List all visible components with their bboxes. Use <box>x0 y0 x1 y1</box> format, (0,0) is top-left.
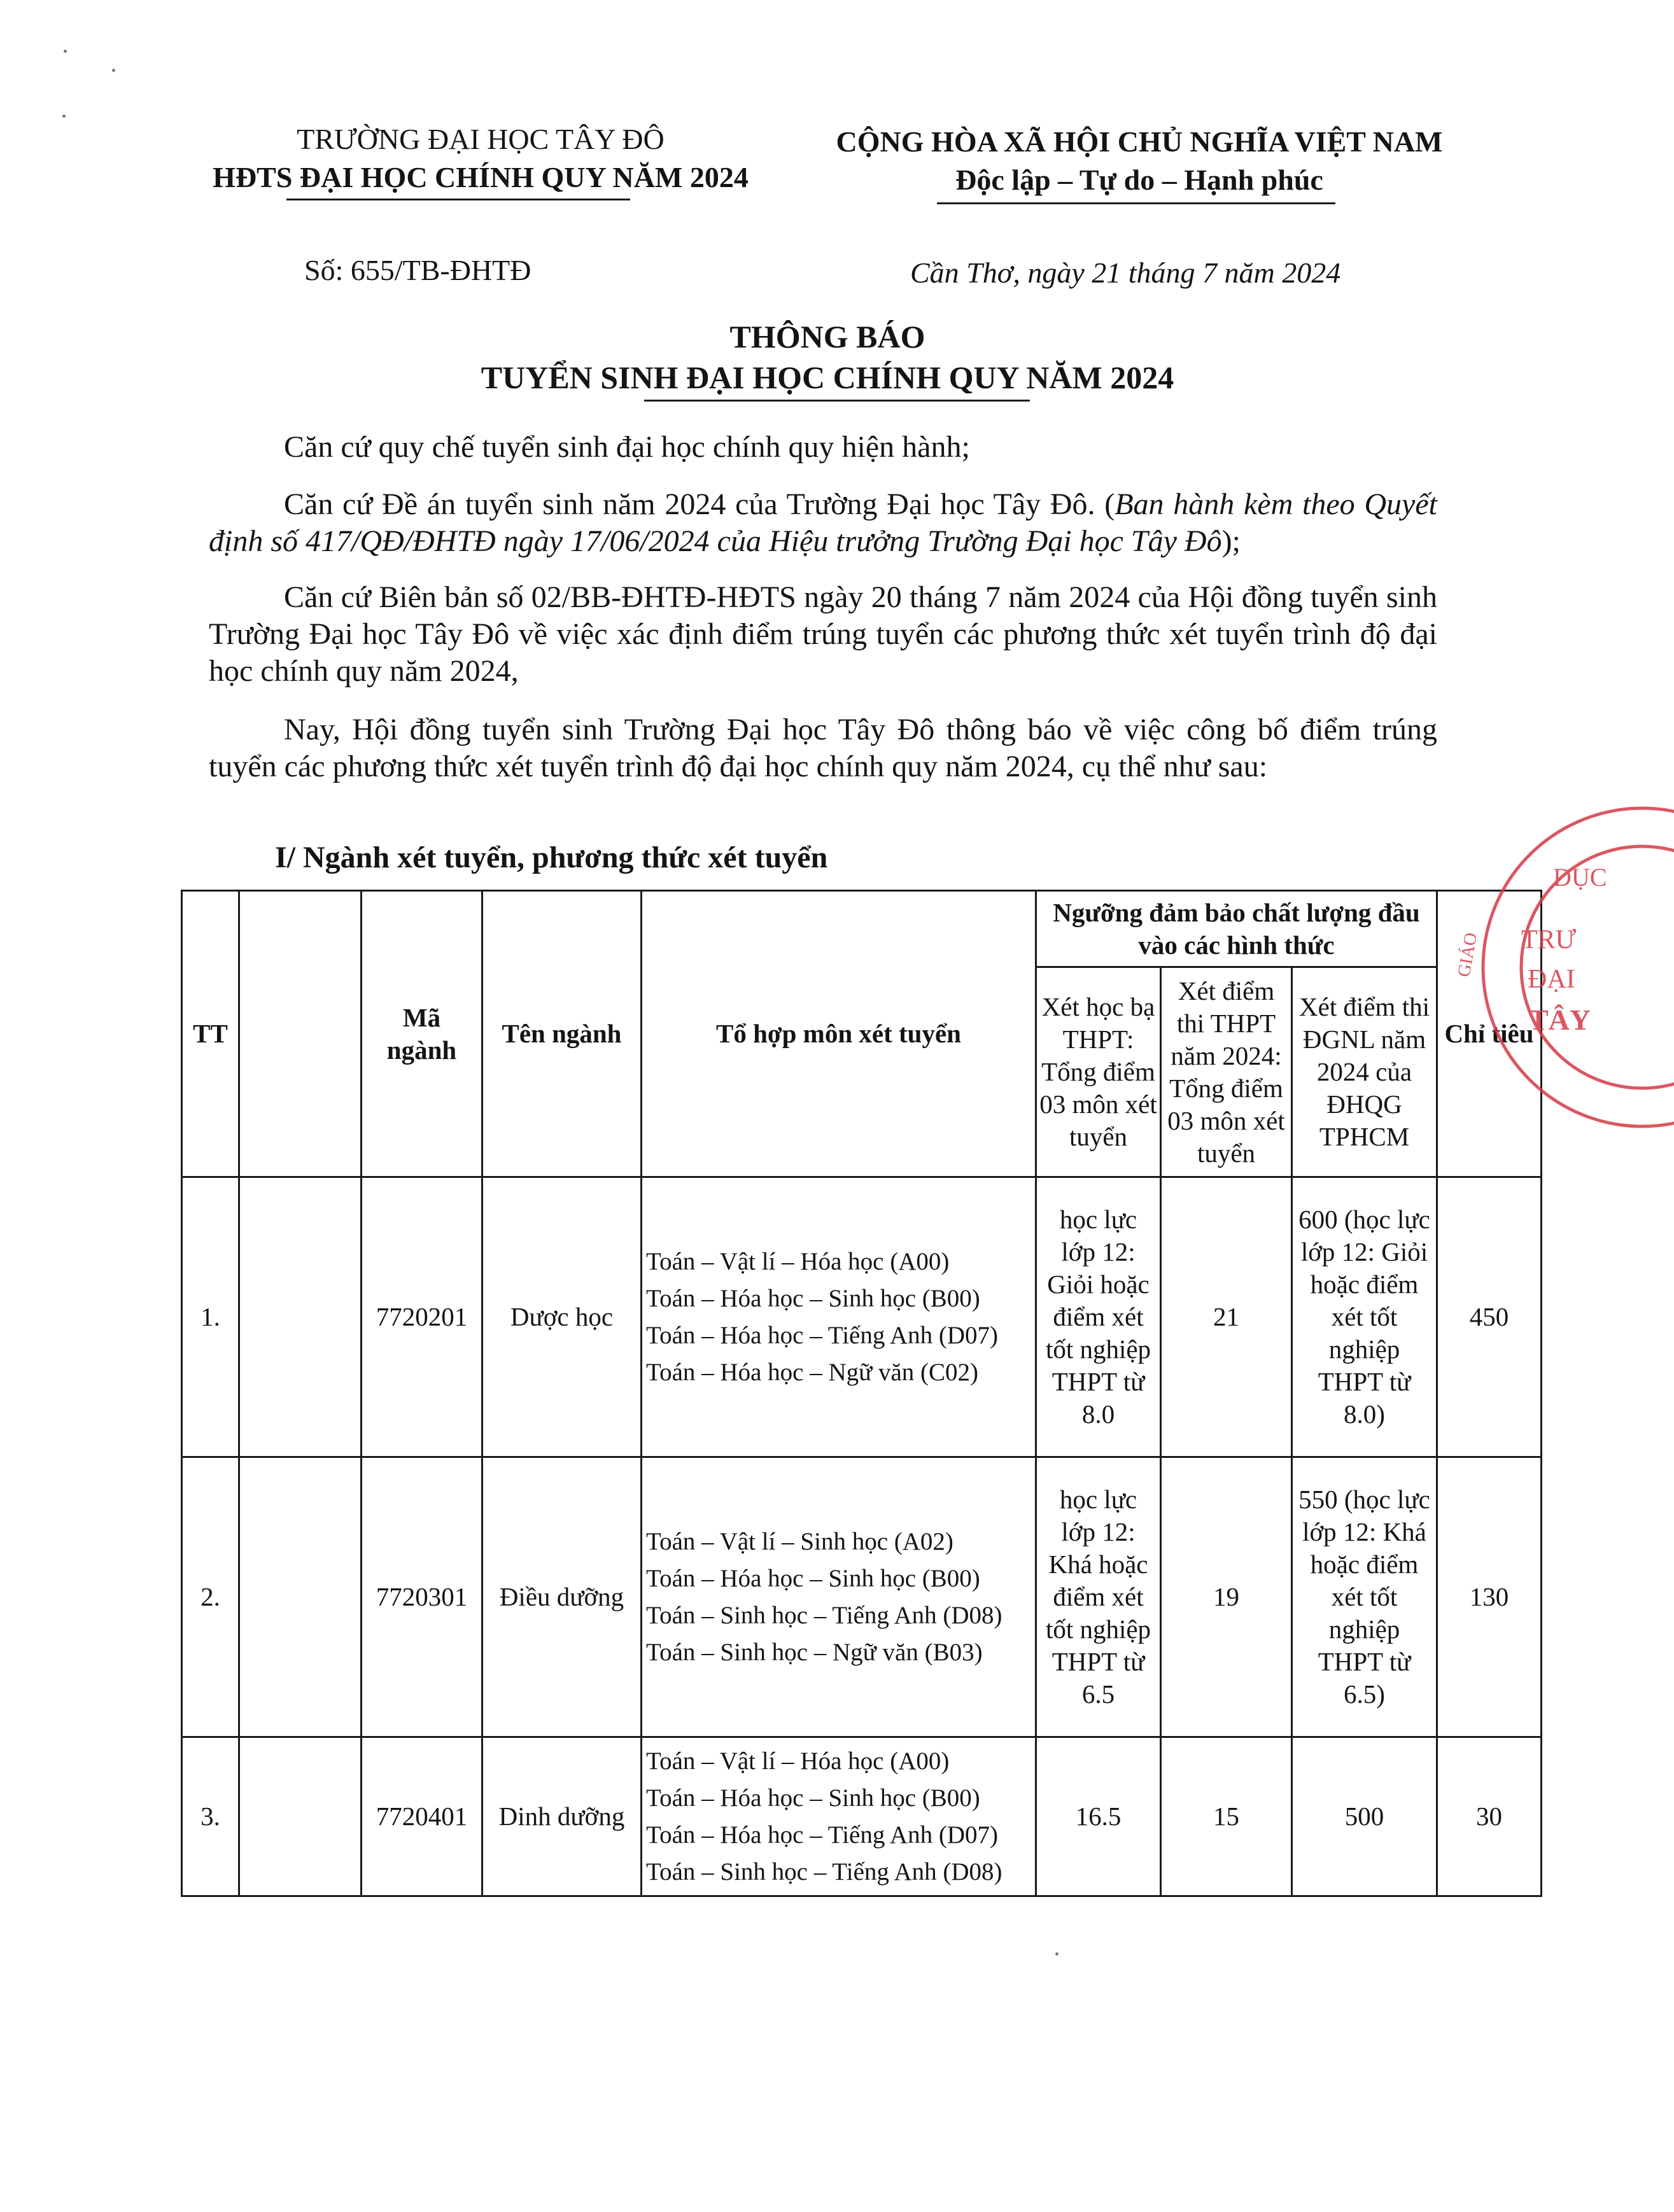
row-dgnl-threshold: 500 <box>1292 1737 1437 1896</box>
row-tt: 2. <box>182 1457 239 1737</box>
row-code: 7720301 <box>362 1457 482 1737</box>
seal-text-mid3: TÂY <box>1529 1004 1591 1036</box>
seal-text-top: DỤC <box>1553 863 1607 892</box>
header-threshold-group: Ngưỡng đảm bảo chất lượng đầu vào các hình thức <box>1036 891 1437 967</box>
header-name: Tên ngành <box>482 891 642 1177</box>
combo-item: Toán – Sinh học – Ngữ văn (B03) <box>646 1638 983 1666</box>
official-seal-stamp <box>1454 846 1674 1126</box>
row-code: 7720401 <box>362 1737 482 1896</box>
scan-speck <box>64 50 67 53</box>
paragraph-regulation: Căn cứ quy chế tuyển sinh đại học chính quy hiện hành; <box>284 430 970 464</box>
notice-subtitle: TUYỂN SINH ĐẠI HỌC CHÍNH QUY NĂM 2024 <box>481 360 1174 395</box>
combo-item: Toán – Hóa học – Sinh học (B00) <box>646 1284 980 1312</box>
row-transcript-threshold: 16.5 <box>1036 1737 1161 1896</box>
row-transcript-threshold: học lực lớp 12: Khá hoặc điểm xét tốt nghiệp THPT từ 6.5 <box>1036 1457 1161 1737</box>
row-combos <box>642 1457 1036 1737</box>
row-name: Dược học <box>482 1177 642 1457</box>
combo-item: Toán – Hóa học – Tiếng Anh (D07) <box>646 1821 998 1849</box>
council-name: HĐTS ĐẠI HỌC CHÍNH QUY NĂM 2024 <box>213 161 749 193</box>
row-blank <box>239 1177 362 1457</box>
admission-table <box>181 890 1542 1897</box>
table-header-row <box>182 891 1542 967</box>
row-quota: 130 <box>1437 1457 1542 1737</box>
row-quota: 30 <box>1437 1737 1542 1896</box>
council-underline <box>286 199 630 200</box>
seal-outer-ring <box>1483 808 1674 1126</box>
header-quota: Chỉ tiêu <box>1437 891 1542 1177</box>
table-row <box>182 1457 1542 1737</box>
table-row <box>182 1177 1542 1457</box>
row-exam-threshold: 19 <box>1161 1457 1292 1737</box>
plan-text: Căn cứ Đề án tuyển sinh năm 2024 của Trường Đại học Tây Đô. ( <box>284 487 1115 521</box>
header-tt: TT <box>182 891 239 1177</box>
combo-item: Toán – Hóa học – Ngữ văn (C02) <box>646 1358 979 1386</box>
combo-item: Toán – Hóa học – Sinh học (B00) <box>646 1564 980 1592</box>
row-tt: 3. <box>182 1737 239 1896</box>
seal-text-mid1: TRƯ <box>1521 925 1577 955</box>
section-heading: I/ Ngành xét tuyển, phương thức xét tuyển <box>275 841 828 874</box>
plan-decision-ref: Ban hành kèm theo Quyết định số 417/QĐ/ĐHTĐ ngày 17/06/2024 của Hiệu trưởng Trường Đại học Tây Đô <box>209 487 1438 558</box>
row-tt: 1. <box>182 1177 239 1457</box>
row-combos <box>642 1737 1036 1896</box>
row-code: 7720201 <box>362 1177 482 1457</box>
seal-text-side: GIÁO <box>1454 931 1482 979</box>
row-exam-threshold: 15 <box>1161 1737 1292 1896</box>
header-transcript: Xét học bạ THPT: Tổng điểm 03 môn xét tuyển <box>1036 967 1161 1177</box>
header-combos: Tổ hợp môn xét tuyển <box>642 891 1036 1177</box>
scan-speck <box>62 115 66 118</box>
national-motto: Độc lập – Tự do – Hạnh phúc <box>955 164 1323 196</box>
plan-text-end: ); <box>1221 524 1241 558</box>
row-name: Dinh dưỡng <box>482 1737 642 1896</box>
scan-speck <box>1055 1952 1059 1956</box>
header-dgnl: Xét điểm thi ĐGNL năm 2024 của ĐHQG TPHCM <box>1292 967 1437 1177</box>
header-exam: Xét điểm thi THPT năm 2024: Tổng điểm 03 môn xét tuyển <box>1161 967 1292 1177</box>
row-exam-threshold: 21 <box>1161 1177 1292 1457</box>
table-row <box>182 1737 1542 1896</box>
paragraph-announcement: Nay, Hội đồng tuyển sinh Trường Đại học Tây Đô thông báo về việc công bố điểm trúng tuyển các phương thức xét tuyển trình độ đại học chính quy năm 2024, cụ thể như sau: <box>209 713 1437 783</box>
combo-item: Toán – Vật lí – Hóa học (A00) <box>646 1747 950 1775</box>
title-underline <box>644 400 1030 402</box>
combo-item: Toán – Vật lí – Hóa học (A00) <box>646 1247 950 1275</box>
combo-item: Toán – Vật lí – Sinh học (A02) <box>646 1527 953 1555</box>
combo-item: Toán – Sinh học – Tiếng Anh (D08) <box>646 1601 1002 1629</box>
motto-underline <box>937 202 1335 204</box>
row-combos <box>642 1177 1036 1457</box>
school-name: TRƯỜNG ĐẠI HỌC TÂY ĐÔ <box>297 123 665 155</box>
row-name: Điều dưỡng <box>482 1457 642 1737</box>
row-quota: 450 <box>1437 1177 1542 1457</box>
header-blank <box>239 891 362 1177</box>
paragraph-enrollment-plan <box>209 486 1437 560</box>
combo-item: Toán – Hóa học – Sinh học (B00) <box>646 1784 980 1812</box>
place-date: Cần Thơ, ngày 21 tháng 7 năm 2024 <box>910 256 1341 289</box>
row-blank <box>239 1457 362 1737</box>
document-number: Số: 655/TB-ĐHTĐ <box>304 254 531 286</box>
combo-item: Toán – Hóa học – Tiếng Anh (D07) <box>646 1321 998 1349</box>
row-transcript-threshold: học lực lớp 12: Giỏi hoặc điểm xét tốt nghiệp THPT từ 8.0 <box>1036 1177 1161 1457</box>
seal-text-mid2: ĐẠI <box>1528 965 1575 994</box>
row-blank <box>239 1737 362 1896</box>
row-dgnl-threshold: 550 (học lực lớp 12: Khá hoặc điểm xét tốt nghiệp THPT từ 6.5) <box>1292 1457 1437 1737</box>
paragraph-minutes: Căn cứ Biên bản số 02/BB-ĐHTĐ-HĐTS ngày 20 tháng 7 năm 2024 của Hội đồng tuyển sinh Trường Đại học Tây Đô về việc xác định điểm trúng tuyển các phương thức xét tuyển trình độ đại học chính quy năm 2024, <box>209 580 1437 688</box>
row-dgnl-threshold: 600 (học lực lớp 12: Giỏi hoặc điểm xét tốt nghiệp THPT từ 8.0) <box>1292 1177 1437 1457</box>
country-name: CỘNG HÒA XÃ HỘI CHỦ NGHĨA VIỆT NAM <box>836 125 1443 158</box>
notice-title: THÔNG BÁO <box>729 319 925 354</box>
scan-speck <box>112 69 115 72</box>
header-code: Mã ngành <box>362 891 482 1177</box>
combo-item: Toán – Sinh học – Tiếng Anh (D08) <box>646 1858 1002 1886</box>
